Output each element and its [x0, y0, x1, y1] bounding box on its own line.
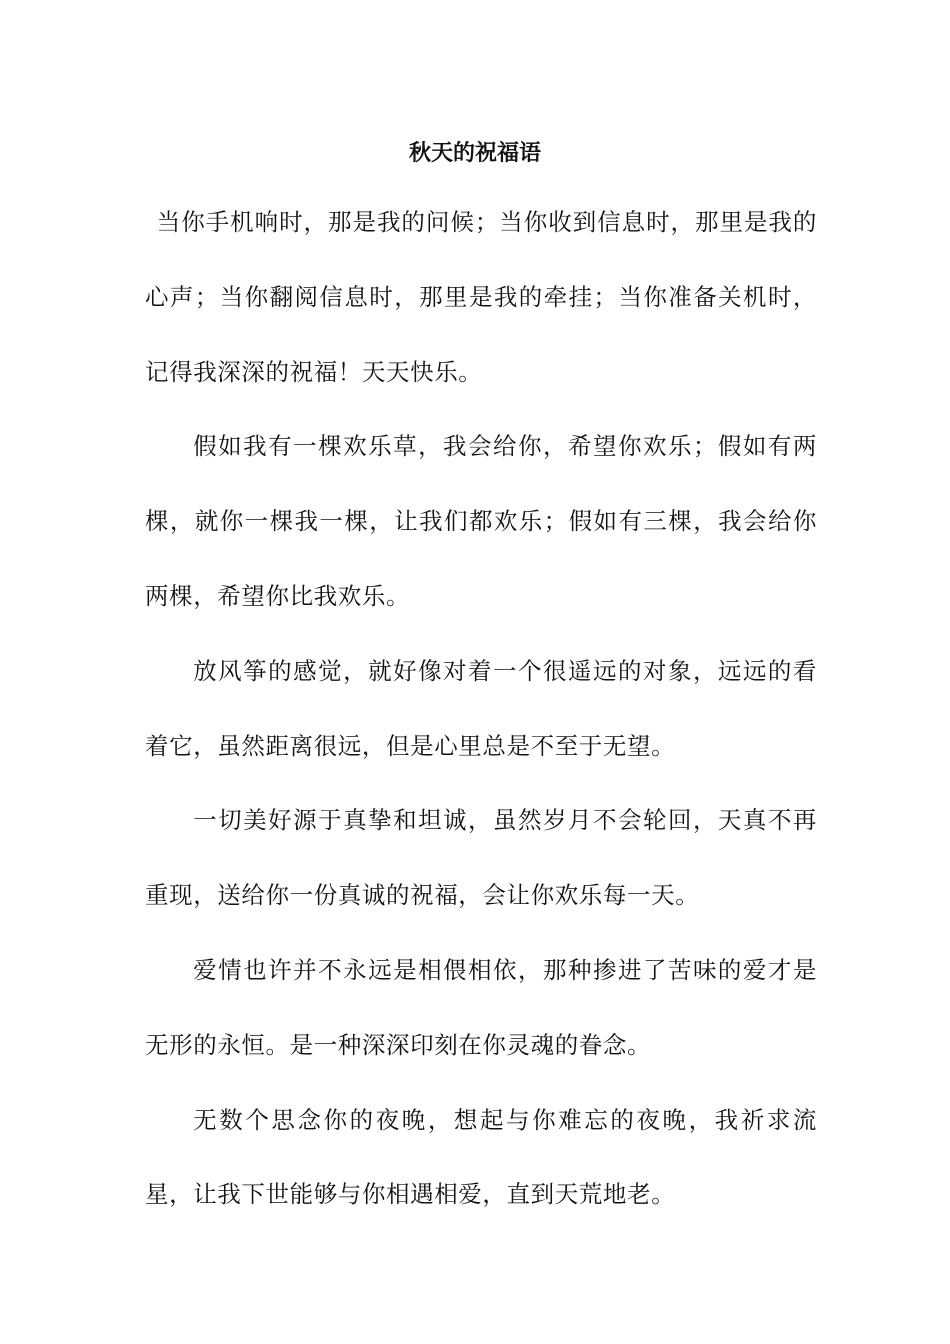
paragraph-4: 一切美好源于真挚和坦诚，虽然岁月不会轮回，天真不再重现，送给你一份真诚的祝福，会让你欢乐每一天。 — [145, 806, 817, 910]
paragraph-6: 无数个思念你的夜晚，想起与你难忘的夜晚，我祈求流星，让我下世能够与你相遇相爱，直到天荒地老。 — [145, 1105, 817, 1209]
paragraph-3: 放风筝的感觉，就好像对着一个很遥远的对象，远远的看着它，虽然距离很远，但是心里总是不至于无望。 — [145, 656, 817, 760]
document-body — [145, 185, 817, 1232]
paragraph-1: 当你手机响时，那是我的问候；当你收到信息时，那里是我的心声；当你翻阅信息时，那里是我的牵挂；当你准备关机时，记得我深深的祝福！天天快乐。 — [145, 208, 817, 386]
paragraph-5: 爱情也许并不永远是相偎相依，那种掺进了苦味的爱才是无形的永恒。是一种深深印刻在你灵魂的眷念。 — [145, 955, 817, 1059]
paragraph-2: 假如我有一棵欢乐草，我会给你，希望你欢乐；假如有两棵，就你一棵我一棵，让我们都欢乐；假如有三棵，我会给你两棵，希望你比我欢乐。 — [145, 432, 817, 610]
document-title: 秋天的祝福语 — [408, 140, 541, 166]
